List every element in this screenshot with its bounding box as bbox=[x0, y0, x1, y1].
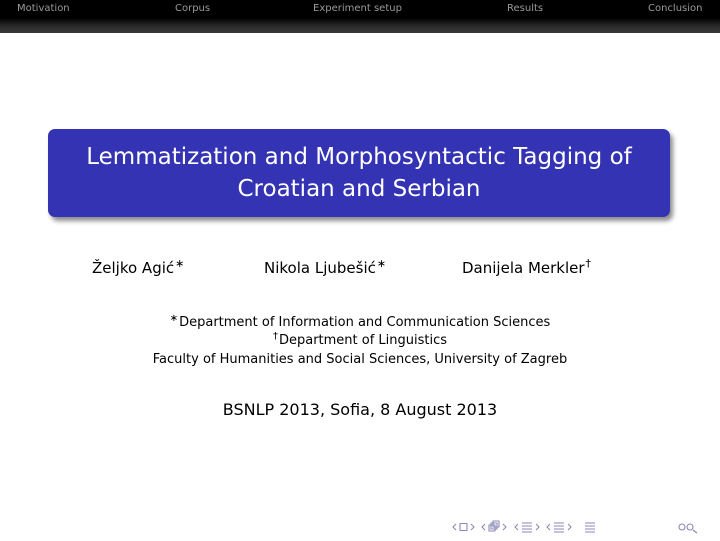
author-mark: ∗ bbox=[376, 257, 387, 270]
nav-appendix-icon[interactable] bbox=[585, 523, 595, 532]
title-line-2: Croatian and Serbian bbox=[237, 176, 481, 202]
author-mark: ∗ bbox=[175, 257, 185, 270]
nav-item-conclusion[interactable]: Conclusion bbox=[648, 3, 703, 14]
author-name: Željko Agić bbox=[92, 259, 175, 277]
affiliation-2 bbox=[0, 333, 720, 348]
nav-item-experiment-setup[interactable]: Experiment setup bbox=[313, 3, 402, 14]
nav-frames-icon[interactable] bbox=[489, 521, 499, 531]
author-mark: † bbox=[585, 257, 592, 270]
nav-next-subsection-icon[interactable] bbox=[536, 524, 539, 530]
nav-frame-icon[interactable] bbox=[460, 524, 467, 531]
nav-next-slide-icon[interactable] bbox=[471, 524, 474, 530]
beamer-navigation-symbols bbox=[450, 519, 712, 535]
nav-search-icon[interactable] bbox=[679, 524, 697, 533]
nav-section-icon[interactable] bbox=[554, 523, 564, 532]
author-name: Nikola Ljubešić bbox=[264, 259, 376, 277]
affiliation-text: Department of Information and Communication Sciences bbox=[179, 315, 551, 330]
affiliation-mark: † bbox=[272, 331, 278, 342]
nav-item-results[interactable]: Results bbox=[507, 3, 544, 14]
affiliation-text: Department of Linguistics bbox=[278, 333, 448, 348]
affiliation-text: Faculty of Humanities and Social Sciences, University of Zagreb bbox=[152, 352, 568, 367]
title-line-1: Lemmatization and Morphosyntactic Tagging of bbox=[86, 144, 632, 170]
nav-next-frame-icon[interactable] bbox=[503, 524, 506, 530]
affiliation-mark: ∗ bbox=[169, 313, 179, 324]
author-3 bbox=[462, 259, 591, 277]
event-line: BSNLP 2013, Sofia, 8 August 2013 bbox=[222, 400, 498, 419]
nav-prev-frame-icon[interactable] bbox=[482, 524, 485, 530]
nav-prev-slide-icon[interactable] bbox=[453, 524, 456, 530]
nav-subsection-icon[interactable] bbox=[522, 523, 532, 532]
author-name: Danijela Merkler bbox=[462, 259, 585, 277]
author-list bbox=[0, 259, 720, 283]
nav-next-section-icon[interactable] bbox=[568, 524, 571, 530]
author-1 bbox=[92, 259, 184, 277]
nav-prev-section-icon[interactable] bbox=[547, 524, 550, 530]
affiliation-1 bbox=[0, 315, 720, 330]
nav-item-corpus[interactable]: Corpus bbox=[175, 3, 211, 14]
affiliation-3 bbox=[0, 352, 720, 367]
title-block bbox=[48, 129, 670, 217]
navigation-bar bbox=[0, 0, 720, 33]
author-2 bbox=[264, 259, 386, 277]
nav-item-motivation[interactable]: Motivation bbox=[17, 3, 70, 14]
nav-prev-subsection-icon[interactable] bbox=[515, 524, 518, 530]
